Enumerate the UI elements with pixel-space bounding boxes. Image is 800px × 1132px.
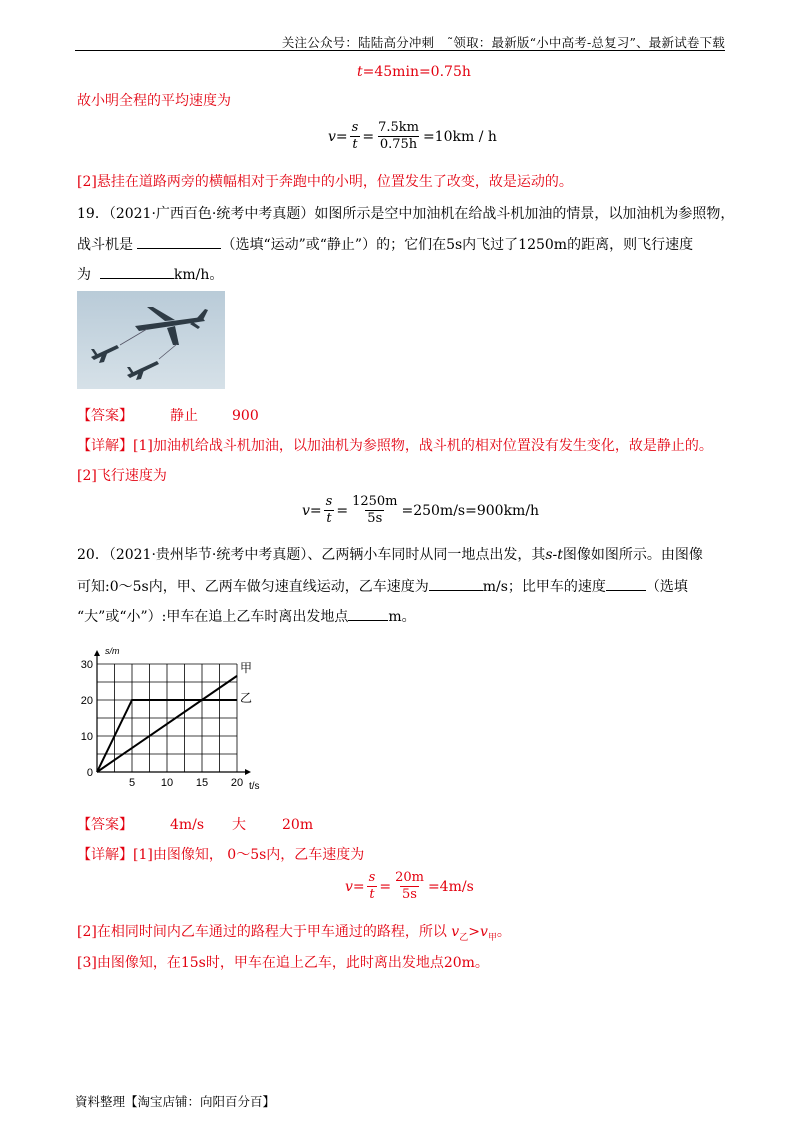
x-tick-label: 5: [128, 777, 136, 789]
q20-detail-2: [2]在相同时间内乙车通过的路程大于甲车通过的路程，所以 $v_乙>v_甲$。: [77, 924, 511, 943]
q20-formula: v = $\frac{s}{t}$ = $\frac{20m}{5s}$ =4m/s: [345, 870, 474, 902]
q19-detail-1: 【详解】[1]加油机给战斗机加油，以加油机为参照物，战斗机的相对位置没有发生变化，故是静止的。: [77, 438, 713, 454]
q20-detail-1: 【详解】[1]由图像知， 0～5s内，乙车速度为: [77, 847, 365, 863]
y-axis-arrow: [94, 650, 100, 656]
x-tick-label: 20: [230, 777, 244, 789]
graph-tick-labels: [81, 659, 243, 789]
q20-answer-label: 【答案】: [77, 817, 133, 833]
st-graph: [75, 642, 285, 792]
refueling-photo: [77, 291, 225, 389]
prev-part2: [2]悬挂在道路两旁的横幅相对于奔跑中的小明，位置发生了改变，故是运动的。: [77, 174, 573, 190]
q19-line2: 战斗机是 （选填“运动”或“静止”）的；它们在5s内飞过了1250m的距离，则飞行速度: [77, 234, 693, 255]
avg-speed-formula: v = $\frac{s}{t}$ = $\frac{7.5km}{0.75h}$ =10km / h: [328, 120, 497, 152]
q20-blank3: [348, 606, 388, 621]
header-divider: [75, 50, 725, 51]
series-label-yi: 乙: [240, 691, 253, 705]
q20-line2: 可知:0～5s内，甲、乙两车做匀速直线运动，乙车速度为 m/s；比甲车的速度 （选填: [77, 576, 688, 597]
x-tick-label: 15: [195, 777, 209, 789]
q20-blank2: [606, 576, 646, 591]
graph-x-label: t/s: [249, 781, 260, 792]
q19-line1: 19．（2021·广西百色·统考中考真题）如图所示是空中加油机在给战斗机加油的情景，以加油机为参照物，: [77, 206, 735, 222]
q20-line3: “大”或“小”）:甲车在追上乙车时离出发地点 m。: [77, 606, 416, 627]
q19-answer-1: 静止: [170, 408, 198, 424]
avg-speed-intro: 故小明全程的平均速度为: [77, 93, 231, 109]
y-tick-label: 0: [86, 767, 93, 779]
page-header: 关注公众号：陆陆高分冲刺 ˜领取：最新版“小中高考-总复习”、最新试卷下载: [281, 35, 725, 50]
page-footer: 資料整理【淘宝店铺：向阳百分百】: [75, 1094, 276, 1109]
q20-answer-3: 20m: [282, 817, 314, 833]
q19-detail-2: [2]飞行速度为: [77, 468, 167, 484]
x-tick-label: 10: [160, 777, 174, 789]
q20-answer-1: 4m/s: [170, 817, 205, 833]
q19-blank2: [100, 264, 174, 279]
series-label-jia: 甲: [240, 661, 253, 675]
q19-answer-label: 【答案】: [77, 408, 133, 424]
q19-answer-2: 900: [232, 408, 259, 424]
time-equation: t=45min=0.75h: [357, 64, 471, 80]
graph-grid: [97, 664, 237, 772]
x-axis-arrow: [245, 769, 251, 775]
q19-line3: 为 km/h。: [77, 264, 223, 285]
graph-axes: [94, 650, 251, 775]
y-tick-label: 10: [80, 731, 93, 743]
y-tick-label: 20: [80, 695, 93, 707]
graph-y-label: s/m: [105, 646, 120, 656]
y-tick-label: 30: [80, 659, 93, 671]
q20-line1: 20．（2021·贵州毕节·统考中考真题）、乙两辆小车同时从同一地点出发，其s-t图像如图所示。由图像: [77, 547, 703, 563]
q20-detail-3: [3]由图像知，在15s时，甲车在追上乙车，此时离出发地点20m。: [77, 955, 489, 971]
q19-formula: v = $\frac{s}{t}$ = $\frac{1250m}{5s}$ =250m/s=900km/h: [302, 494, 540, 526]
q20-answer-2: 大: [232, 817, 246, 833]
q20-blank1: [429, 576, 483, 591]
q19-blank1: [137, 234, 221, 249]
